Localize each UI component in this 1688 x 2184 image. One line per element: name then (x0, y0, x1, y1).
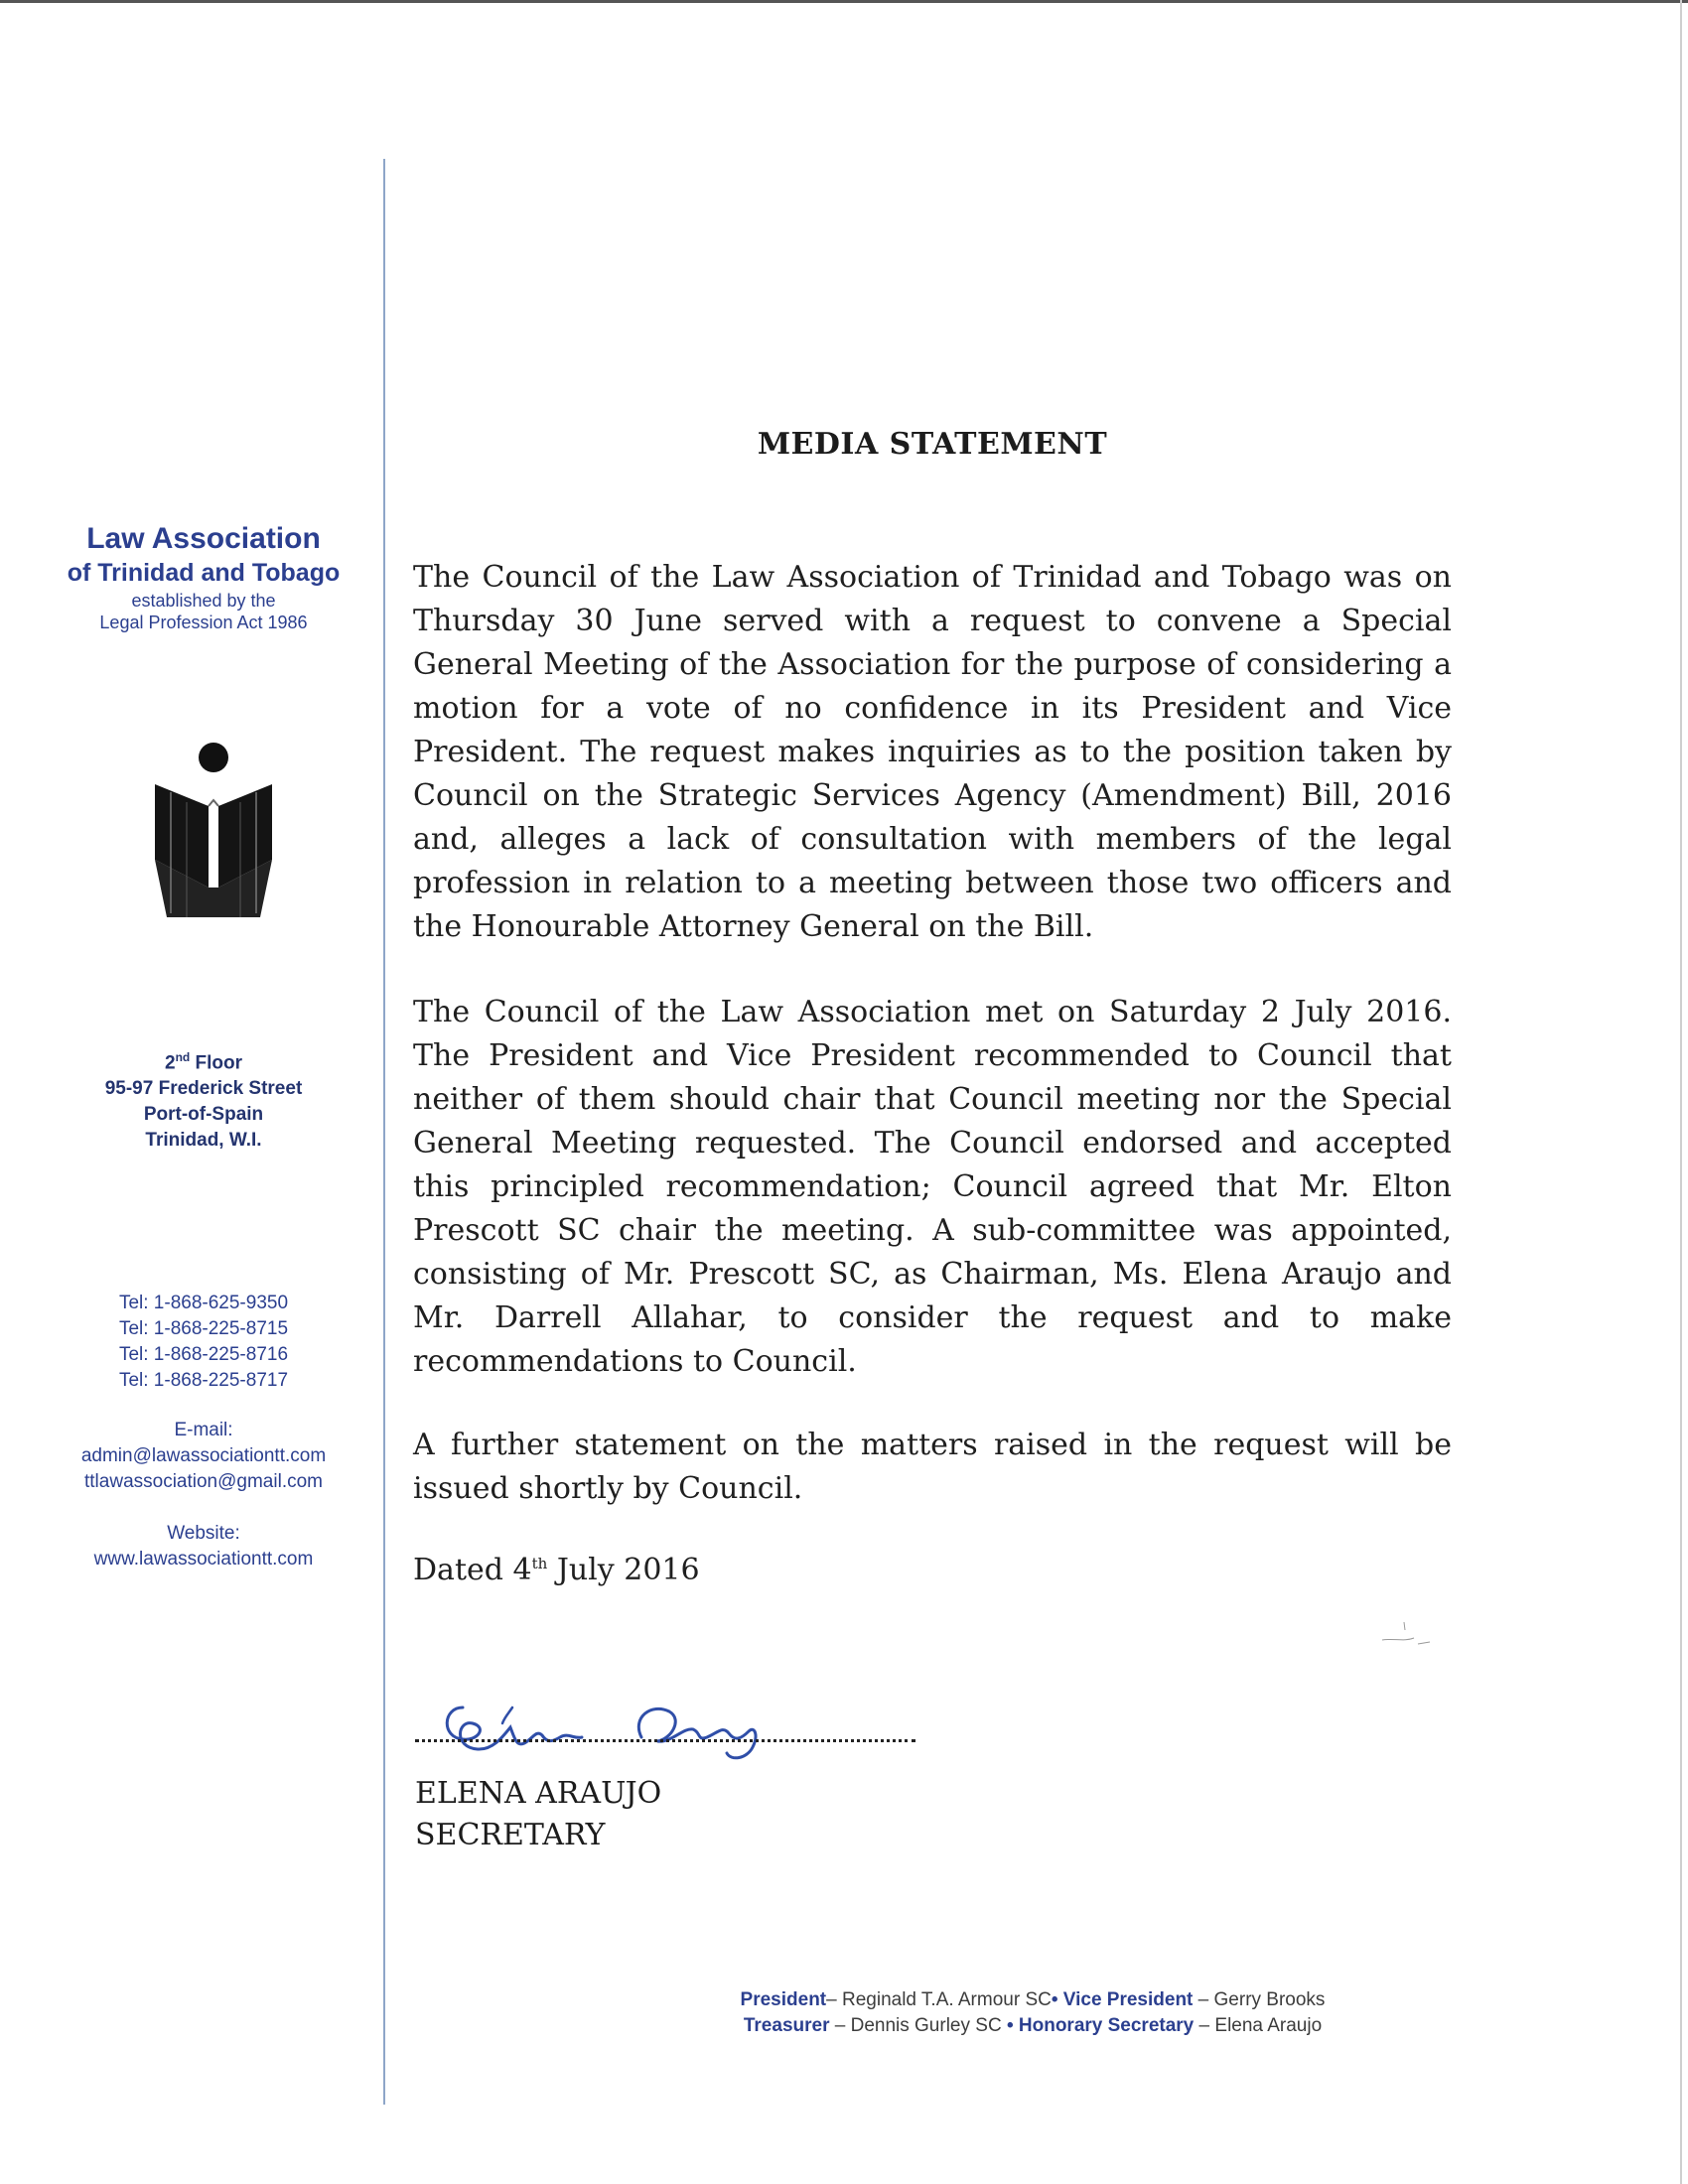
signature-line (415, 1739, 915, 1742)
president-label: President (740, 1989, 827, 2010)
website-label: Website: (167, 1523, 240, 1544)
handwritten-signature (433, 1678, 810, 1767)
phone-number: Tel: 1-868-625-9350 (118, 1293, 289, 1313)
page-right-border (1680, 0, 1682, 2184)
floor-number: 2 (164, 1052, 176, 1074)
law-association-emblem-icon (151, 743, 276, 917)
statement-paragraph: The Council of the Law Association met on Saturday 2 July 2016. The President and Vice President recommended to Council that neither of them should chair that Council meeting nor the Special General Meeting requested. The Council endorsed and accepted this principled recommendation; Council agreed that Mr. Elton Prescott SC chair the meeting. A sub-committee was appointed, consisting of Mr. Prescott SC, as Chairman, Ms. Elena Araujo and Mr. Darrell Allahar, to consider the request and to make recommendations to Council. (413, 995, 1452, 1379)
treasurer-name: – Dennis Gurley SC (829, 2015, 1007, 2036)
address-country: Trinidad, W.I. (145, 1130, 262, 1152)
email-address: ttlawassociation@gmail.com (84, 1471, 323, 1492)
treasurer-label: Treasurer (743, 2015, 830, 2036)
phone-number: Tel: 1-868-225-8716 (118, 1344, 289, 1365)
date-suffix: th (531, 1555, 548, 1572)
honorary-secretary-label: Honorary Secretary (1013, 2015, 1195, 2036)
separator-dot: • (1051, 1989, 1058, 2010)
established-line-2: Legal Profession Act 1986 (99, 613, 308, 632)
org-established (40, 590, 367, 633)
page-top-border (0, 0, 1688, 3)
scan-mark (1374, 1620, 1434, 1648)
letterhead-divider (383, 159, 385, 2105)
signatory-name: ELENA ARAUJO (415, 1776, 662, 1811)
established-line-1: established by the (131, 591, 276, 611)
org-subtitle: of Trinidad and Tobago (67, 559, 341, 587)
address-city: Port-of-Spain (143, 1104, 264, 1126)
org-name: Law Association (86, 522, 321, 555)
honorary-secretary-name: – Elena Araujo (1194, 2015, 1323, 2036)
address-street: 95-97 Frederick Street (104, 1078, 303, 1100)
officers-line-2 (655, 2015, 1410, 2037)
president-name: – Reginald T.A. Armour SC (826, 1989, 1052, 2010)
date-prefix: Dated 4 (413, 1553, 532, 1587)
email-label: E-mail: (174, 1420, 233, 1440)
phone-list (40, 1291, 367, 1394)
vice-president-name: – Gerry Brooks (1193, 1989, 1326, 2010)
vice-president-label: Vice President (1057, 1989, 1194, 2010)
date-month-year: July 2016 (547, 1553, 700, 1587)
website-url: www.lawassociationtt.com (93, 1549, 314, 1570)
officers-line-1 (655, 1989, 1410, 2011)
email-address: admin@lawassociationtt.com (80, 1445, 327, 1466)
website-block (40, 1521, 367, 1572)
document-title: MEDIA STATEMENT (757, 427, 1108, 462)
email-block (40, 1418, 367, 1495)
statement-paragraph: A further statement on the matters raised in the request will be issued shortly by Council. (413, 1428, 1452, 1506)
signatory-role: SECRETARY (415, 1818, 606, 1852)
office-address (40, 1044, 367, 1154)
floor-suffix: nd (175, 1050, 191, 1064)
phone-number: Tel: 1-868-225-8717 (118, 1370, 289, 1391)
date-line (413, 1553, 1452, 1587)
separator-dot: • (1006, 2015, 1014, 2036)
phone-number: Tel: 1-868-225-8715 (118, 1318, 289, 1339)
statement-paragraph: The Council of the Law Association of Trinidad and Tobago was on Thursday 30 June served with a request to convene a Special General Meeting of the Association for the purpose of considering a motion for a vote of no confidence in its President and Vice President. The request makes inquiries as to the position taken by Council on the Strategic Services Agency (Amendment) Bill, 2016 and, alleges a lack of consultation with members of the legal profession in relation to a meeting between those two officers and the Honourable Attorney General on the Bill. (413, 560, 1452, 944)
address-floor (40, 1044, 367, 1076)
floor-word: Floor (190, 1052, 243, 1074)
